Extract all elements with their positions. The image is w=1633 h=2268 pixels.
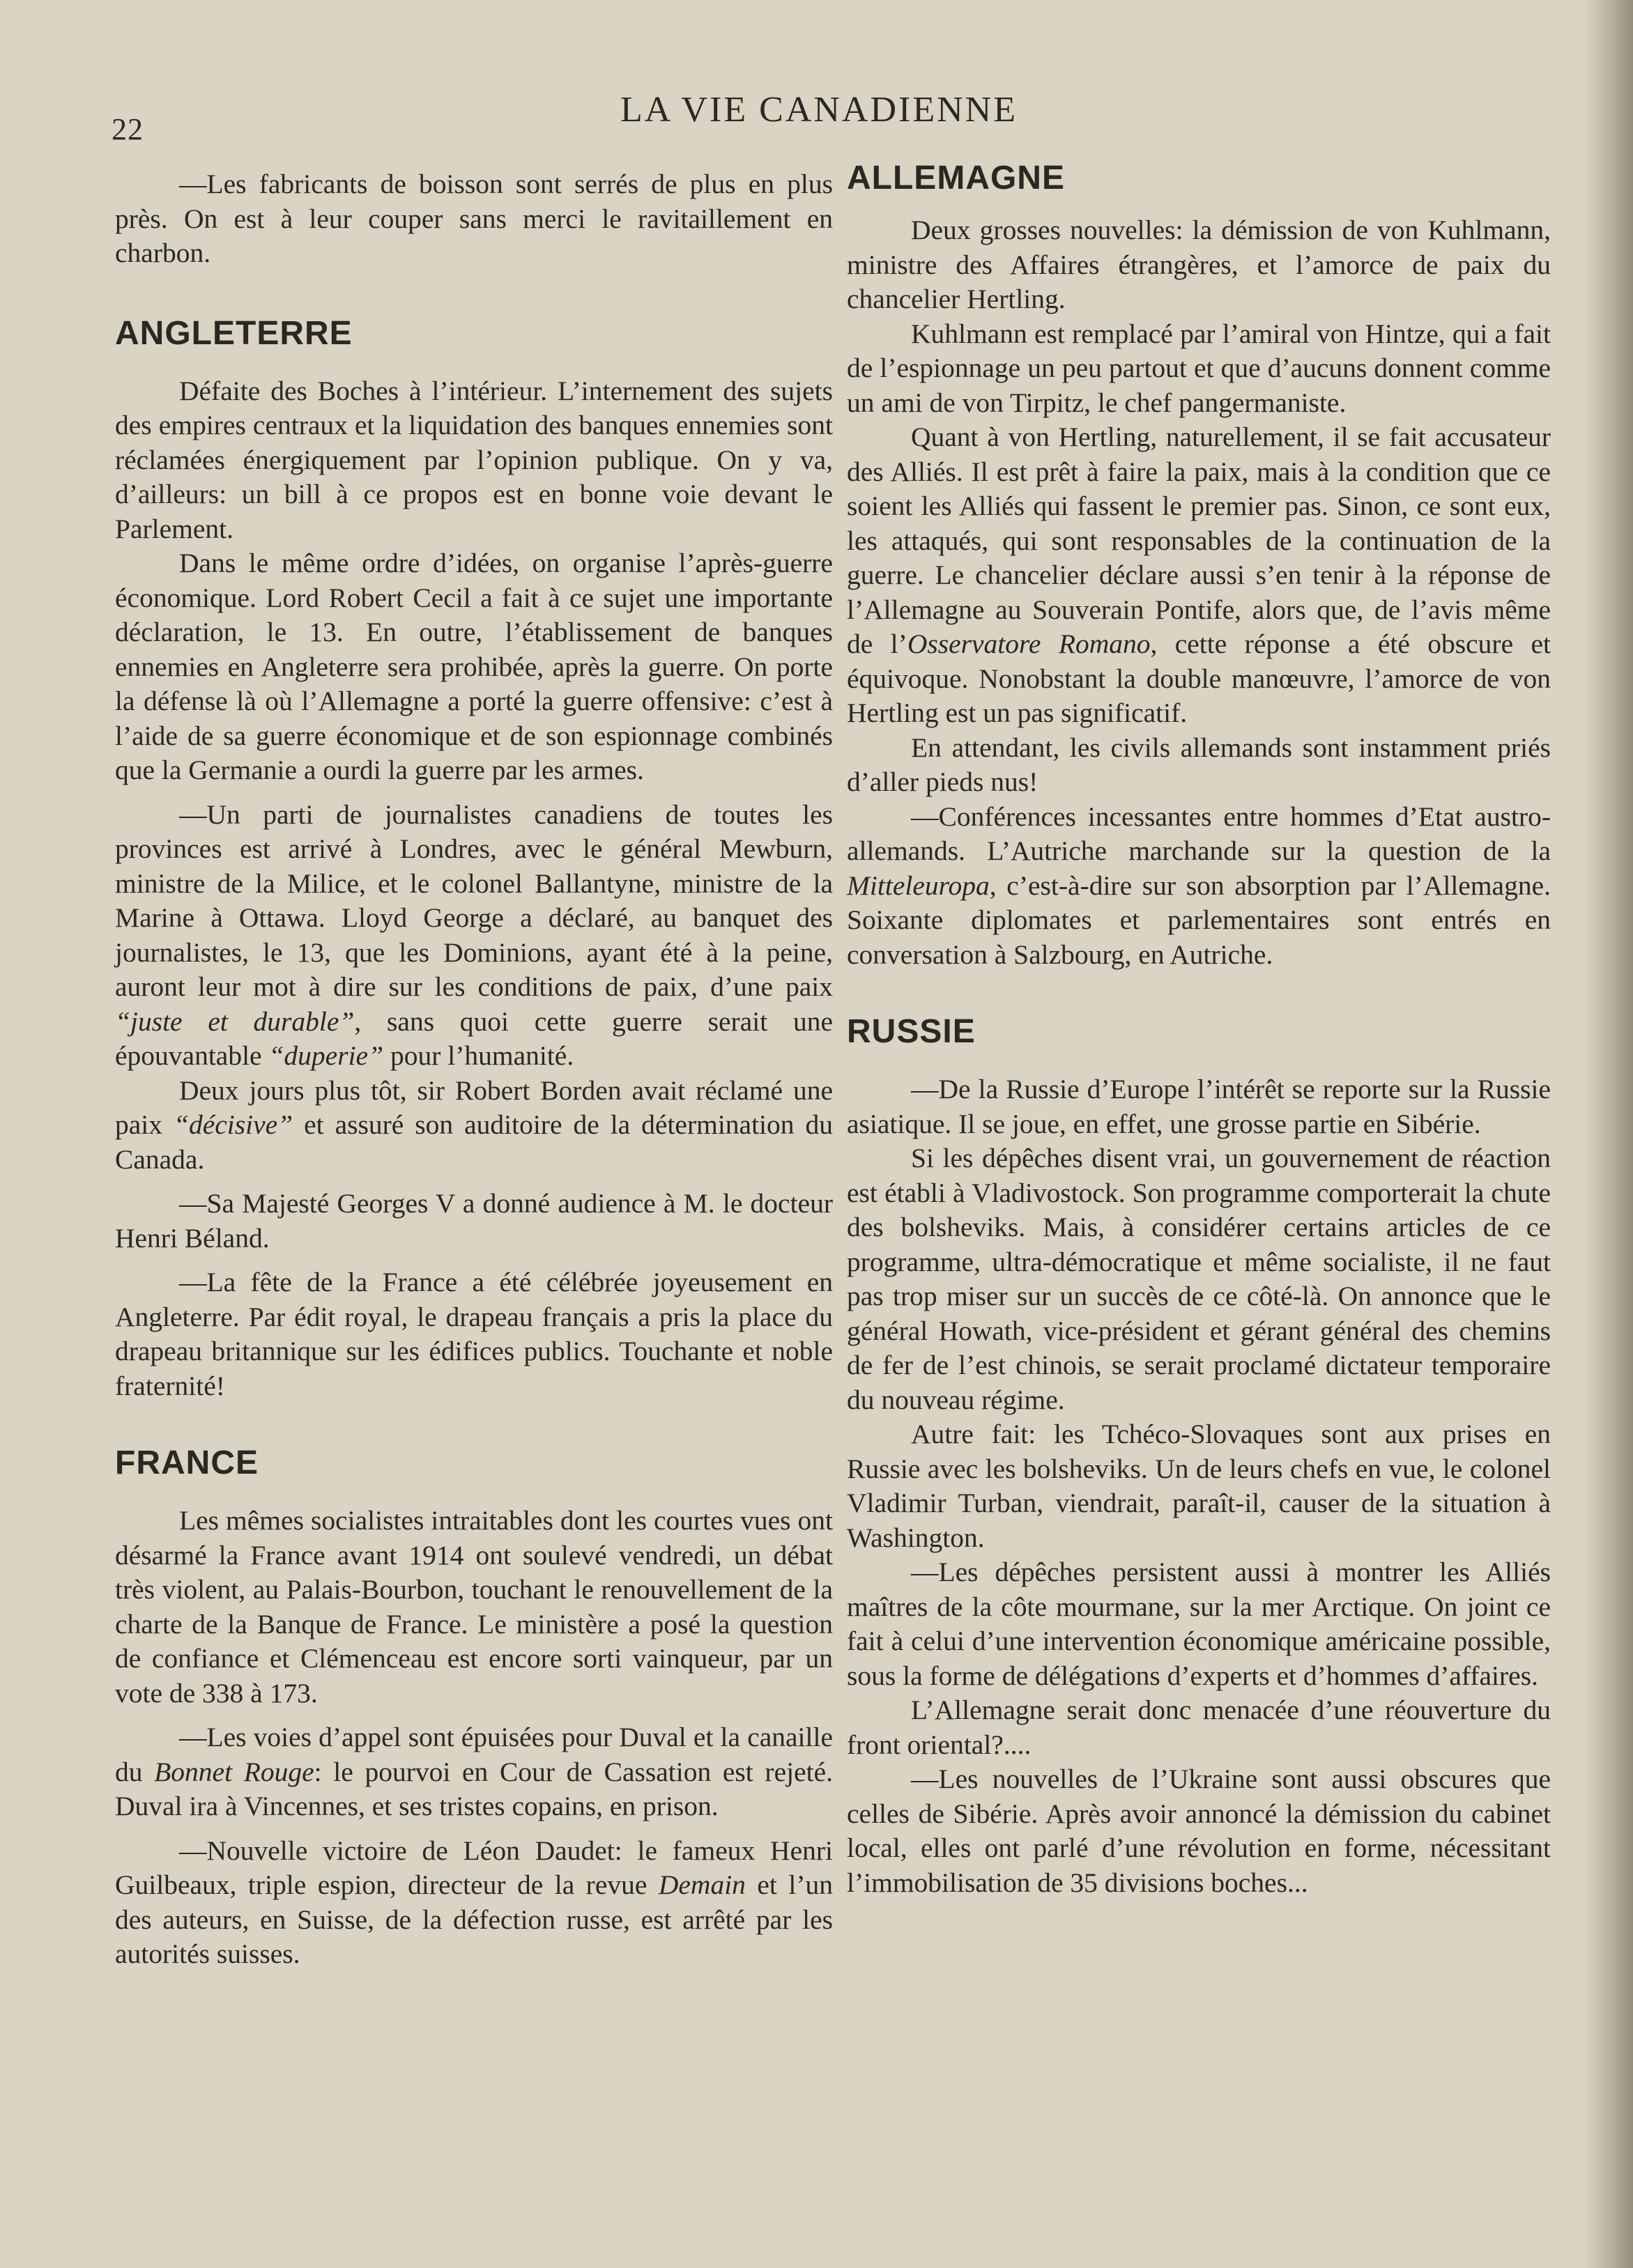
intro-paragraph: —Les fabricants de boisson sont serrés de plus en plus près. On est à leur couper sans merci le ravitaillement en charbon. — [115, 169, 833, 268]
section-heading-russie: RUSSIE — [847, 1013, 976, 1050]
section-heading-angleterre: ANGLETERRE — [115, 314, 353, 352]
angleterre-paragraph-3: —Un parti de journalistes canadiens de toutes les provinces est arrivé à Londres, avec le général Mewburn, ministre de la Milice, et le colonel Ballantyne, ministre de la Marine à Ottawa. Lloyd George a déclaré, au banquet des journalistes, le 13, que les Dominions, ayant été à la peine, auront leur mot à dire sur les conditions de paix, d’une paix “juste et durable”, sans quoi cette guerre serait une épouvantable “duperie” pour l’humanité. — [115, 799, 833, 1071]
russie-paragraph-4: —Les dépêches persistent aussi à montrer les Alliés maîtres de la côte mourmane, sur la mer Arctique. On joint ce fait à celui d’une intervention économique américaine possible, sous la forme de délégations d’experts et d’hommes d’affaires. — [847, 1557, 1551, 1691]
russie-paragraph-3: Autre fait: les Tchéco-Slovaques sont aux prises en Russie avec les bolsheviks. Un de leurs chefs en vue, le colonel Vladimir Turban, viendrait, paraît-il, causer de la situation à Washington. — [847, 1419, 1551, 1553]
right-column — [847, 159, 1551, 1900]
angleterre-paragraph-1: Défaite des Boches à l’intérieur. L’internement des sujets des empires centraux et la liquidation des banques ennemies sont réclamées énergiquement par l’opinion publique. On y va, d’ailleurs: un bill à ce propos est en bonne voie devant le Parlement. — [115, 375, 833, 544]
section-heading-allemagne: ALLEMAGNE — [847, 160, 1065, 196]
allemagne-paragraph-4: En attendant, les civils allemands sont instamment priés d’aller pieds nus! — [847, 732, 1551, 797]
angleterre-paragraph-6: —La fête de la France a été célébrée joyeusement en Angleterre. Par édit royal, le drapeau français a pris la place du drapeau britannique sur les édifices publics. Touchante et noble fraternité! — [115, 1267, 833, 1401]
allemagne-paragraph-1: Deux grosses nouvelles: la démission de von Kuhlmann, ministre des Affaires étrangères, et l’amorce de paix du chancelier Hertling. — [847, 215, 1551, 314]
allemagne-paragraph-2: Kuhlmann est remplacé par l’amiral von Hintze, qui a fait de l’espionnage un peu partout et que d’aucuns donnent comme un ami de von Tirpitz, le chef pangermaniste. — [847, 318, 1551, 418]
russie-paragraph-2: Si les dépêches disent vrai, un gouvernement de réaction est établi à Vladivostock. Son programme comporterait la chute des bolsheviks. Mais, à considérer certains articles de ce programme, ultra-démocratique et même socialiste, il ne faut pas trop miser sur un succès de ce côté-là. On annonce que le général Howath, vice-président et gérant général des chemins de fer de l’est chinois, se serait proclamé dictateur temporaire du nouveau régime. — [847, 1143, 1551, 1415]
france-paragraph-2: —Les voies d’appel sont épuisées pour Duval et la canaille du Bonnet Rouge: le pourvoi en Cour de Cassation est rejeté. Duval ira à Vincennes, et ses tristes copains, en prison. — [115, 1722, 833, 1821]
allemagne-paragraph-5: —Conférences incessantes entre hommes d’Etat austro-allemands. L’Autriche marchande sur la question de la Mitteleuropa, c’est-à-dire sur son absorption par l’Allemagne. Soixante diplomates et parlementaires sont entrés en conversation à Salzbourg, en Autriche. — [847, 801, 1551, 970]
allemagne-paragraph-3: Quant à von Hertling, naturellement, il se fait accusateur des Alliés. Il est prêt à faire la paix, mais à la condition que ce soient les Alliés qui fassent le premier pas. Sinon, ce sont eux, les attaqués, qui sont responsables de la continuation de la guerre. Le chancelier déclare aussi s’en tenir à la réponse de l’Allemagne au Souverain Pontife, alors que, de l’avis même de l’Osservatore Romano, cette réponse a été obscure et équivoque. Nonobstant la double manœuvre, l’amorce de von Hertling est un pas significatif. — [847, 422, 1551, 728]
russie-paragraph-6: —Les nouvelles de l’Ukraine sont aussi obscures que celles de Sibérie. Après avoir annoncé la démission du cabinet local, elles ont parlé d’une révolution en forme, nécessitant l’immobilisation de 35 divisions boches... — [847, 1764, 1551, 1898]
running-head: LA VIE CANADIENNE — [620, 90, 1018, 130]
russie-paragraph-5: L’Allemagne serait donc menacée d’une réouverture du front oriental?.... — [847, 1695, 1551, 1760]
angleterre-paragraph-2: Dans le même ordre d’idées, on organise l’après-guerre économique. Lord Robert Cecil a fait à ce sujet une importante déclaration, le 13. En outre, l’établissement de banques ennemies en Angleterre sera prohibée, après la guerre. On porte la défense là où l’Allemagne a porté la guerre offensive: c’est à l’aide de sa guerre économique et de son espionnage combinés que la Germanie a ourdi la guerre par les armes. — [115, 548, 833, 785]
page-edge-shadow — [1584, 0, 1633, 2268]
angleterre-paragraph-4: Deux jours plus tôt, sir Robert Borden avait réclamé une paix “décisive” et assuré son auditoire de la détermination du Canada. — [115, 1074, 834, 1175]
left-column — [115, 167, 833, 1972]
russie-paragraph-1: —De la Russie d’Europe l’intérêt se reporte sur la Russie asiatique. Il se joue, en effet, une grosse partie en Sibérie. — [847, 1074, 1551, 1139]
france-paragraph-1: Les mêmes socialistes intraitables dont les courtes vues ont désarmé la France avant 1914 ont soulevé vendredi, un débat très violent, au Palais-Bourbon, touchant le renouvellement de la charte de la Banque de France. Le ministère a posé la question de confiance et Clémenceau est encore sorti vainqueur, par un vote de 338 à 173. — [115, 1505, 833, 1708]
angleterre-paragraph-5: —Sa Majesté Georges V a donné audience à M. le docteur Henri Béland. — [115, 1188, 833, 1253]
france-paragraph-3: —Nouvelle victoire de Léon Daudet: le fameux Henri Guilbeaux, triple espion, directeur de la revue Demain et l’un des auteurs, en Suisse, de la défection russe, est arrêté par les autorités suisses. — [115, 1835, 833, 1969]
page-number: 22 — [112, 112, 144, 146]
section-heading-france: FRANCE — [115, 1444, 259, 1481]
